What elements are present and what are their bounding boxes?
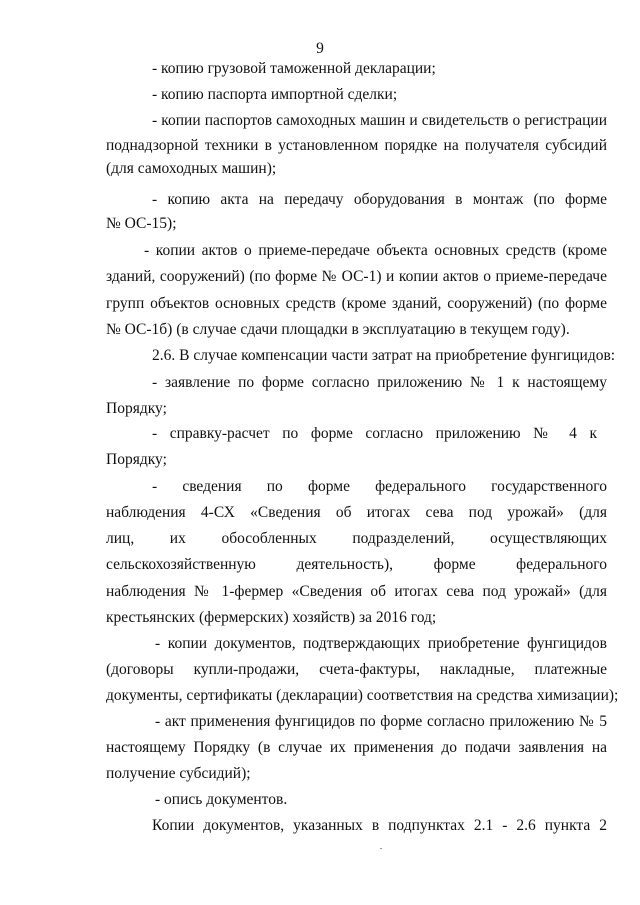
line-21: наблюдения № 1-фермер «Сведения об итогах сева под урожай» (для <box>106 583 607 600</box>
line-26: - акт применения фунгицидов по форме согласно приложению № 5 <box>155 713 607 730</box>
line-16: Порядку; <box>106 451 167 468</box>
line-9: зданий, сооружений) (по форме № ОС-1) и копии актов о приеме-передаче <box>106 268 607 285</box>
page-number: 9 <box>316 40 324 57</box>
line-23: - копии документов, подтверждающих приобретение фунгицидов <box>155 635 607 652</box>
line-22: крестьянских (фермерских) хозяйств) за 2016 год; <box>106 609 437 626</box>
line-10: групп объектов основных средств (кроме зданий, сооружений) (по форме <box>106 295 607 312</box>
line-7: № ОС-15); <box>106 215 177 232</box>
line-24: (договоры купли-продажи, счета-фактуры, накладные, платежные <box>106 661 607 678</box>
line-11: № ОС-1б) (в случае сдачи площадки в эксплуатацию в текущем году). <box>106 321 570 338</box>
line-13: - заявление по форме согласно приложению № 1 к настоящему <box>152 374 607 391</box>
line-2: - копию паспорта импортной сделки; <box>152 86 398 103</box>
line-12: 2.6. В случае компенсации части затрат на приобретение фунгицидов: <box>152 347 616 364</box>
line-1: - копию грузовой таможенной декларации; <box>152 60 436 77</box>
line-27: настоящему Порядку (в случае их применения до подачи заявления на <box>106 739 607 756</box>
line-18: наблюдения 4-СХ «Сведения об итогах сева под урожай» (для <box>106 504 607 521</box>
line-30: Копии документов, указанных в подпунктах 2.1 - 2.6 пункта 2 <box>152 817 607 834</box>
line-8: - копии актов о приеме-передаче объекта основных средств (кроме <box>144 242 607 259</box>
line-5: (для самоходных машин); <box>106 160 277 177</box>
line-15: - справку-расчет по форме согласно приложению № 4 к <box>152 425 597 442</box>
line-29: - опись документов. <box>155 791 288 808</box>
line-20: сельскохозяйственную деятельность), форме федерального <box>106 556 607 573</box>
line-28: получение субсидий); <box>106 765 251 782</box>
line-6: - копию акта на передачу оборудования в монтаж (по форме <box>152 191 607 208</box>
line-3: - копии паспортов самоходных машин и свидетельств о регистрации <box>152 112 607 129</box>
line-4: поднадзорной техники в установленном порядке на получателя субсидий <box>106 137 607 154</box>
line-17: - сведения по форме федерального государственного <box>152 478 607 495</box>
line-25: документы, сертификаты (декларации) соответствия на средства химизации); <box>106 687 619 704</box>
line-19: лиц, их обособленных подразделений, осуществляющих <box>106 530 607 547</box>
scan-speck <box>380 848 382 849</box>
line-14: Порядку; <box>106 400 167 417</box>
